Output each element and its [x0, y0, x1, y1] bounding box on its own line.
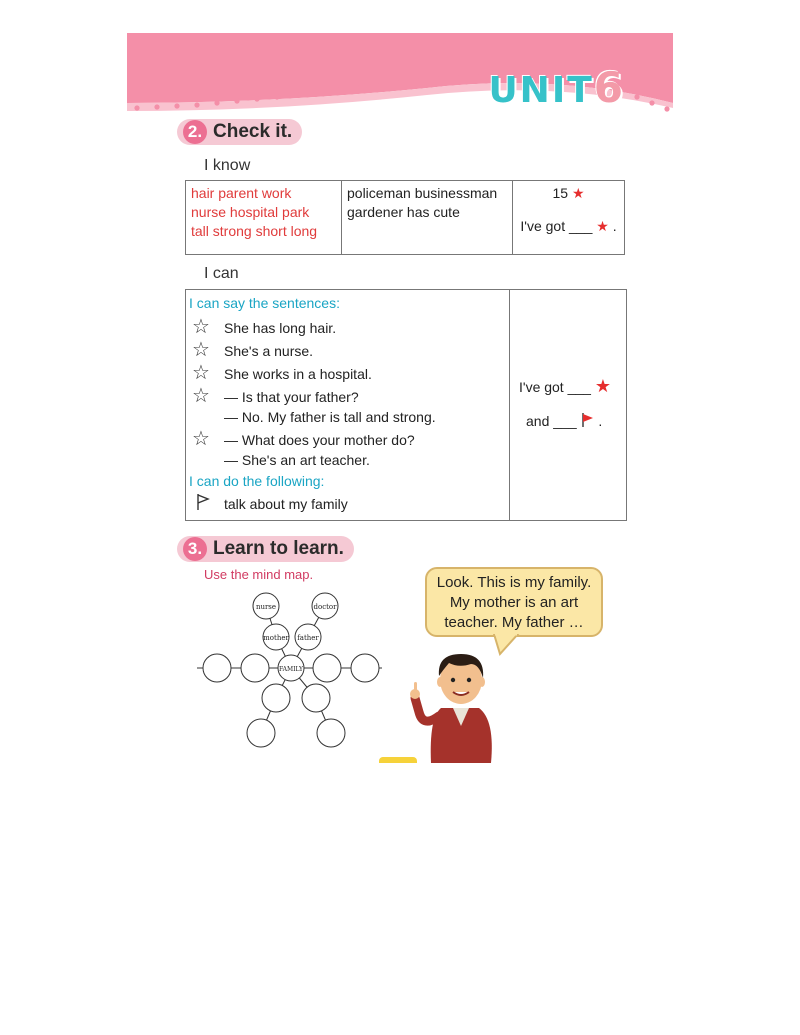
got-flags-line: and ___ . — [526, 413, 603, 429]
mind-map-instruction: Use the mind map. — [204, 567, 314, 582]
node-father: father — [297, 634, 319, 642]
red-star-icon: ★ — [594, 376, 611, 396]
i-can-label: I can — [204, 265, 239, 282]
red-star-icon: ★ — [571, 185, 585, 201]
page-number-tab — [379, 757, 417, 763]
outline-star-icon: ☆ — [192, 362, 210, 384]
outline-flag-icon — [196, 493, 210, 511]
node-mother: mother — [263, 634, 289, 642]
words-column-black: policeman businessman gardener has cute — [342, 181, 513, 255]
i-can-items — [186, 290, 510, 520]
outline-star-icon: ☆ — [192, 428, 210, 450]
got-stars-line: I've got ___ ★ — [519, 376, 611, 396]
unit-title: UNIT6 — [488, 63, 625, 112]
sentence-3: She works in a hospital. — [224, 366, 372, 382]
family-mind-map — [197, 588, 387, 748]
i-can-table — [185, 289, 627, 521]
sentence-2: She's a nurse. — [224, 343, 314, 359]
boy-illustration — [409, 648, 499, 763]
red-flag-icon — [581, 412, 595, 428]
do-item: talk about my family — [224, 496, 348, 512]
node-family: FAMILY — [278, 666, 304, 673]
textbook-page — [127, 33, 673, 763]
sentence-7: — She's an art teacher. — [224, 452, 370, 468]
speech-bubble: Look. This is my family. My mother is an art teacher. My father … — [425, 567, 603, 637]
section-learn-heading: 3. Learn to learn. — [177, 536, 354, 562]
node-doctor: doctor — [313, 603, 337, 611]
words-column-red: hair parent work nurse hospital park tall strong short long — [186, 181, 342, 255]
outline-star-icon: ☆ — [192, 385, 210, 407]
outline-star-icon: ☆ — [192, 339, 210, 361]
red-star-icon: ★ — [596, 218, 609, 234]
sentence-1: She has long hair. — [224, 320, 337, 336]
do-heading: I can do the following: — [189, 473, 325, 489]
sentence-6: — What does your mother do? — [224, 432, 415, 448]
section-number: 2. — [183, 120, 207, 144]
know-score-cell: 15 ★ I've got ___ ★ . — [513, 181, 625, 255]
sentence-4: — Is that your father? — [224, 389, 359, 405]
sentence-5: — No. My father is tall and strong. — [224, 409, 436, 425]
section-check-it-heading: 2. Check it. — [177, 119, 302, 145]
section-number: 3. — [183, 537, 207, 561]
node-nurse: nurse — [255, 603, 277, 611]
i-know-label: I know — [204, 157, 251, 174]
i-know-table — [185, 180, 625, 255]
say-heading: I can say the sentences: — [189, 295, 340, 311]
outline-star-icon: ☆ — [192, 316, 210, 338]
